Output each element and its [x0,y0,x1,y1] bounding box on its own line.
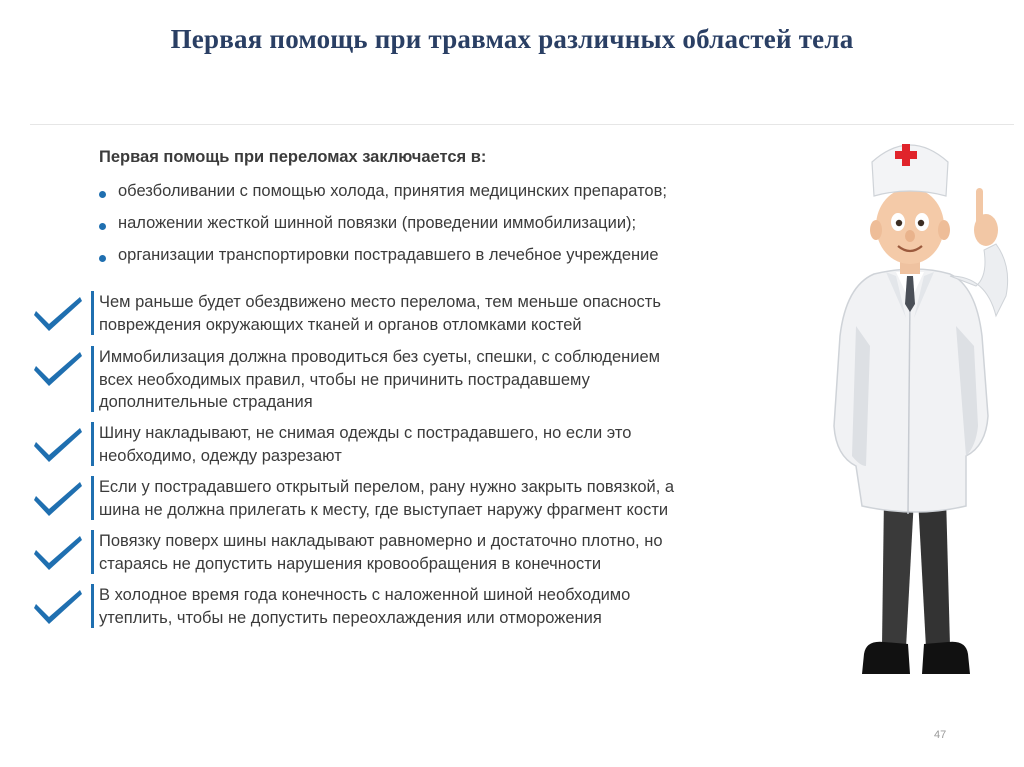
bullet-text: обезболивании с помощью холода, принятия медицинских препаратов; [118,182,667,200]
check-mark-icon [32,476,84,518]
checklist-divider [91,291,94,335]
checklist-line: Чем раньше будет обездвижено место перелома, тем меньше опасность [99,293,661,311]
checklist-line: В холодное время года конечность с наложенной шиной необходимо [99,586,631,604]
checklist-divider [91,476,94,520]
checklist-divider [91,584,94,628]
doctor-left-leg [882,496,914,648]
doctor-illustration [826,126,1016,682]
bullet-text: организации транспортировки пострадавшего в лечебное учреждение [118,246,659,264]
doctor-left-shoe [862,642,910,674]
checklist-line: повреждения окружающих тканей и органов отломками костей [99,315,582,334]
checklist-divider [91,346,94,412]
checklist-line: необходимо, одежду разрезают [99,446,342,465]
checklist-text [99,422,779,467]
check-mark-icon [32,584,84,626]
bullet-text: наложении жесткой шинной повязки (проведении иммобилизации); [118,214,637,232]
title-divider [30,124,1014,125]
doctor-right-leg [918,496,950,648]
bullet-dot-icon [99,223,106,230]
checklist-line: всех необходимых правил, чтобы не причинить пострадавшему [99,370,590,389]
checklist-line: утеплить, чтобы не допустить переохлаждения или отморожения [99,608,602,627]
check-mark-icon [32,422,84,464]
bullet-dot-icon [99,191,106,198]
bullet-item [98,209,667,241]
bullet-dot-icon [99,255,106,262]
check-mark-icon [32,291,84,333]
intro-heading: Первая помощь при переломах заключается в: [99,148,487,166]
checklist-line: Иммобилизация должна проводиться без суеты, спешки, с соблюдением [99,348,660,366]
checklist-line: Если у пострадавшего открытый перелом, рану нужно закрыть повязкой, а [99,478,675,496]
checklist-text [99,476,779,521]
checklist-divider [91,530,94,574]
checklist-line: дополнительные страдания [99,393,313,411]
checklist-line: стараясь не допустить нарушения кровообращения в конечности [99,554,602,573]
checklist-line: Шину накладывают, не снимая одежды с пострадавшего, но если это [99,424,632,442]
slide-title: Первая помощь при травмах различных областей тела [170,24,854,54]
checklist-divider [91,422,94,466]
check-mark-icon [32,346,84,388]
checklist-line: Повязку поверх шины накладывают равномерно и достаточно плотно, но [99,532,663,550]
doctor-right-shoe [922,642,970,674]
checklist-text [99,530,779,575]
checklist-line: шина не должна прилегать к месту, где выступает наружу фрагмент кости [99,500,669,519]
checklist-text [99,584,779,629]
checklist-text [99,291,779,336]
check-mark-icon [32,530,84,572]
page-number: 47 [934,729,947,741]
checklist-text [99,346,779,414]
bullet-item [98,241,667,273]
doctor-head [876,188,944,264]
bullet-list [98,177,667,273]
bullet-item [98,177,667,209]
